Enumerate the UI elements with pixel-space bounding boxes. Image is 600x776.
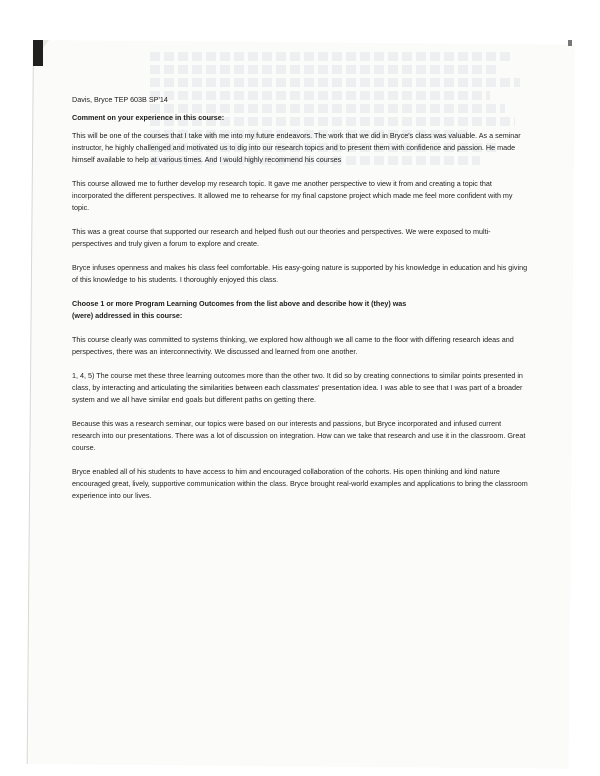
outcomes-comment: This course clearly was committed to systems thinking, we explored how although we all came to the floor with differing research ideas and perspectives, there was an interconnectivity. We discussed and learned from one another. bbox=[72, 335, 514, 356]
course-code: TEP 603B bbox=[114, 95, 147, 104]
outcomes-comment: 1, 4, 5) The course met these three learning outcomes more than the other two. It did so by creating connections to similar points presented in class, by interacting and articulating the similarities between each classmates' presentation idea. I was able to see that I was part of a broader system and we all have similar end goals but different paths on getting there. bbox=[72, 371, 523, 404]
student-name: Davis, Bryce bbox=[72, 95, 113, 104]
experience-comment: This course allowed me to further develop my research topic. It gave me another perspective to view it from and creating a topic that incorporated the different perspectives. It allowed me to rehearse for my final capstone project which made me feel more confident with my topic. bbox=[72, 179, 513, 212]
outcomes-heading-line: Choose 1 or more Program Learning Outcomes from the list above and describe how it (they) was bbox=[72, 299, 407, 308]
experience-comment: This was a great course that supported our research and helped flush out our theories and perspectives. We were exposed to multi-perspectives and truly given a forum to explore and create. bbox=[72, 227, 491, 248]
scan-edge-mark bbox=[568, 40, 572, 46]
section-heading-experience: Comment on your experience in this course: bbox=[72, 113, 225, 122]
document-header bbox=[72, 94, 530, 106]
evaluation-content bbox=[72, 94, 530, 514]
outcomes-heading-line: (were) addressed in this course: bbox=[72, 311, 183, 320]
section-heading-outcomes bbox=[72, 298, 530, 322]
experience-comment: This will be one of the courses that I take with me into my future endeavors. The work that we did in Bryce's class was valuable. As a seminar instructor, he highly challenged and motivated us to dig into our research topics and to present them with confidence and passion. He made himself available to help at various times. And I would highly recommend his courses bbox=[72, 131, 521, 164]
experience-comment: Bryce infuses openness and makes his class feel comfortable. His easy-going nature is supported by his knowledge in education and his giving of this knowledge to his students. I thoroughly enjoyed this class. bbox=[72, 263, 528, 284]
outcomes-comment: Bryce enabled all of his students to have access to him and encouraged collaboration of the cohorts. His open thinking and kind nature encouraged great, lively, supportive communication within the class. Bryce brought real-world examples and applications to bring the classroom experience into our lives. bbox=[72, 467, 528, 500]
outcomes-comment: Because this was a research seminar, our topics were based on our interests and passions, but Bryce incorporated and infused current research into our presentations. There was a lot of discussion on integration. How can we take that research and use it in the classroom. Great course. bbox=[72, 419, 526, 452]
term: SP'14 bbox=[148, 95, 168, 104]
scan-corner-mark bbox=[33, 40, 43, 66]
